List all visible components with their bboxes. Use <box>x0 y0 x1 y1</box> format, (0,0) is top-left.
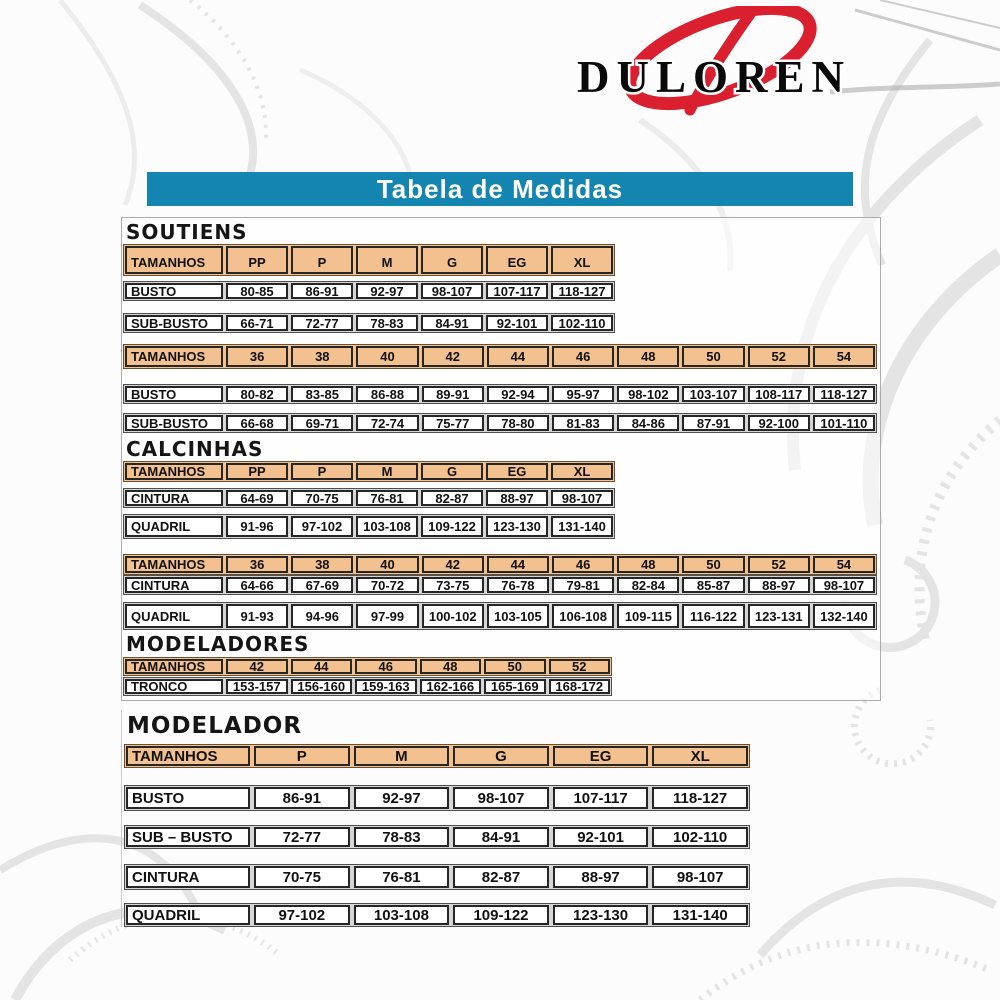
range-value-cell: 70-75 <box>254 866 350 888</box>
range-value-cell: 76-81 <box>354 866 450 888</box>
measurement-row <box>123 677 612 696</box>
measurement-row <box>123 488 615 508</box>
size-header-cell: 42 <box>226 659 288 674</box>
range-value-cell: 103-105 <box>487 604 549 628</box>
size-header-cell: P <box>291 463 353 480</box>
range-value-cell: 88-97 <box>553 866 649 888</box>
range-value-cell: 159-163 <box>355 679 417 694</box>
measurement-label-cell: BUSTO <box>125 386 223 402</box>
range-value-cell: 82-84 <box>617 577 679 593</box>
range-value-cell: 66-71 <box>226 315 288 331</box>
table-title-bar <box>147 172 853 206</box>
measurement-label-cell: QUADRIL <box>126 905 250 925</box>
range-value-cell: 81-83 <box>552 415 614 431</box>
size-header-cell: XL <box>551 463 613 480</box>
size-header-cell: 46 <box>355 659 417 674</box>
measurement-row <box>123 575 877 595</box>
range-value-cell: 153-157 <box>226 679 288 694</box>
sizes-header-row <box>123 657 612 676</box>
range-value-cell: 94-96 <box>291 604 353 628</box>
size-header-cell: 46 <box>552 346 614 367</box>
sizes-header-row <box>123 244 615 276</box>
measurement-row <box>123 281 615 301</box>
range-value-cell: 80-82 <box>226 386 288 402</box>
measurement-label-cell: SUB – BUSTO <box>126 827 250 847</box>
range-value-cell: 116-122 <box>682 604 744 628</box>
size-header-cell: 46 <box>552 556 614 573</box>
size-header-cell: 42 <box>422 346 484 367</box>
size-header-cell: 54 <box>813 556 875 573</box>
range-value-cell: 86-91 <box>291 283 353 299</box>
range-value-cell: 84-91 <box>421 315 483 331</box>
range-value-cell: 97-102 <box>254 905 350 925</box>
range-value-cell: 78-83 <box>354 827 450 847</box>
sizes-header-row <box>124 744 750 768</box>
section-modelador <box>121 710 753 927</box>
size-header-cell: EG <box>553 746 649 766</box>
measurement-label-cell: QUADRIL <box>125 604 223 628</box>
section-heading-calcinhas: CALCINHAS <box>126 437 264 461</box>
size-header-cell: P <box>254 746 350 766</box>
range-value-cell: 92-97 <box>356 283 418 299</box>
range-value-cell: 131-140 <box>652 905 748 925</box>
range-value-cell: 79-81 <box>552 577 614 593</box>
range-value-cell: 101-110 <box>813 415 875 431</box>
range-value-cell: 103-108 <box>354 905 450 925</box>
range-value-cell: 98-102 <box>617 386 679 402</box>
range-value-cell: 123-130 <box>486 516 548 537</box>
size-header-cell: M <box>356 463 418 480</box>
range-value-cell: 80-85 <box>226 283 288 299</box>
measurement-row <box>123 514 615 539</box>
range-value-cell: 103-108 <box>356 516 418 537</box>
size-header-cell: 54 <box>813 346 875 367</box>
sizes-header-label-cell: TAMANHOS <box>125 556 223 573</box>
size-header-cell: 44 <box>487 346 549 367</box>
range-value-cell: 87-91 <box>682 415 744 431</box>
section-heading-modelador: MODELADOR <box>127 713 303 739</box>
range-value-cell: 67-69 <box>291 577 353 593</box>
size-header-cell: 50 <box>682 346 744 367</box>
size-header-cell: 52 <box>549 659 611 674</box>
size-header-cell: XL <box>551 246 613 274</box>
measurement-row <box>123 413 877 433</box>
range-value-cell: 88-97 <box>748 577 810 593</box>
logo-text: DULOREN <box>576 52 852 102</box>
range-value-cell: 123-130 <box>553 905 649 925</box>
measurement-label-cell: SUB-BUSTO <box>125 315 223 331</box>
size-header-cell: 48 <box>617 556 679 573</box>
measurement-row <box>124 864 750 890</box>
range-value-cell: 86-88 <box>356 386 418 402</box>
size-header-cell: 44 <box>487 556 549 573</box>
range-value-cell: 98-107 <box>453 787 549 809</box>
range-value-cell: 72-74 <box>356 415 418 431</box>
range-value-cell: 102-110 <box>551 315 613 331</box>
section-heading-soutiens: SOUTIENS <box>126 220 248 244</box>
range-value-cell: 92-101 <box>486 315 548 331</box>
range-value-cell: 100-102 <box>422 604 484 628</box>
range-value-cell: 109-122 <box>421 516 483 537</box>
range-value-cell: 98-107 <box>421 283 483 299</box>
range-value-cell: 89-91 <box>422 386 484 402</box>
range-value-cell: 118-127 <box>813 386 875 402</box>
range-value-cell: 168-172 <box>549 679 611 694</box>
range-value-cell: 76-81 <box>356 490 418 506</box>
size-header-cell: 40 <box>356 346 418 367</box>
range-value-cell: 162-166 <box>420 679 482 694</box>
size-header-cell: EG <box>486 246 548 274</box>
size-header-cell: 42 <box>422 556 484 573</box>
section-soutiens <box>123 219 879 433</box>
range-value-cell: 165-169 <box>484 679 546 694</box>
range-value-cell: 85-87 <box>682 577 744 593</box>
size-header-cell: M <box>354 746 450 766</box>
range-value-cell: 109-115 <box>617 604 679 628</box>
size-header-cell: 44 <box>291 659 353 674</box>
range-value-cell: 82-87 <box>453 866 549 888</box>
measurement-row <box>123 384 877 404</box>
section-heading-modeladores: MODELADORES <box>126 632 310 656</box>
sizes-header-label-cell: TAMANHOS <box>125 346 223 367</box>
size-header-cell: 38 <box>291 346 353 367</box>
range-value-cell: 108-117 <box>748 386 810 402</box>
size-header-cell: 36 <box>226 346 288 367</box>
measurement-label-cell: CINTURA <box>125 490 223 506</box>
size-header-cell: PP <box>226 246 288 274</box>
range-value-cell: 72-77 <box>291 315 353 331</box>
range-value-cell: 123-131 <box>748 604 810 628</box>
range-value-cell: 156-160 <box>291 679 353 694</box>
range-value-cell: 97-102 <box>291 516 353 537</box>
range-value-cell: 64-66 <box>226 577 288 593</box>
measurement-label-cell: BUSTO <box>126 787 250 809</box>
range-value-cell: 82-87 <box>421 490 483 506</box>
range-value-cell: 91-93 <box>226 604 288 628</box>
range-value-cell: 98-107 <box>813 577 875 593</box>
size-header-cell: EG <box>486 463 548 480</box>
measurement-row <box>123 313 615 333</box>
range-value-cell: 106-108 <box>552 604 614 628</box>
range-value-cell: 102-110 <box>652 827 748 847</box>
measurement-label-cell: QUADRIL <box>125 516 223 537</box>
sizes-header-label-cell: TAMANHOS <box>125 246 223 274</box>
range-value-cell: 76-78 <box>487 577 549 593</box>
range-value-cell: 72-77 <box>254 827 350 847</box>
sizes-header-row <box>123 554 877 575</box>
logo-swoosh-icon <box>548 6 880 118</box>
range-value-cell: 109-122 <box>453 905 549 925</box>
measurement-label-cell: CINTURA <box>125 577 223 593</box>
size-header-cell: 48 <box>617 346 679 367</box>
range-value-cell: 97-99 <box>356 604 418 628</box>
size-header-cell: 52 <box>748 346 810 367</box>
range-value-cell: 132-140 <box>813 604 875 628</box>
size-header-cell: 38 <box>291 556 353 573</box>
range-value-cell: 107-117 <box>486 283 548 299</box>
range-value-cell: 88-97 <box>486 490 548 506</box>
range-value-cell: 107-117 <box>553 787 649 809</box>
range-value-cell: 98-107 <box>551 490 613 506</box>
sizes-header-row <box>123 344 877 369</box>
range-value-cell: 131-140 <box>551 516 613 537</box>
range-value-cell: 75-77 <box>422 415 484 431</box>
range-value-cell: 118-127 <box>652 787 748 809</box>
size-header-cell: 48 <box>420 659 482 674</box>
measurement-label-cell: SUB-BUSTO <box>125 415 223 431</box>
size-header-cell: G <box>421 246 483 274</box>
measurements-panel <box>121 217 881 701</box>
range-value-cell: 91-96 <box>226 516 288 537</box>
sizes-header-row <box>123 461 615 482</box>
size-header-cell: PP <box>226 463 288 480</box>
sizes-header-label-cell: TAMANHOS <box>126 746 250 766</box>
range-value-cell: 73-75 <box>422 577 484 593</box>
size-header-cell: 50 <box>484 659 546 674</box>
range-value-cell: 84-86 <box>617 415 679 431</box>
range-value-cell: 118-127 <box>551 283 613 299</box>
size-header-cell: G <box>453 746 549 766</box>
section-calcinhas <box>123 438 879 630</box>
range-value-cell: 84-91 <box>453 827 549 847</box>
range-value-cell: 70-72 <box>356 577 418 593</box>
size-header-cell: P <box>291 246 353 274</box>
sizes-header-label-cell: TAMANHOS <box>125 463 223 480</box>
range-value-cell: 70-75 <box>291 490 353 506</box>
measurement-row <box>124 785 750 811</box>
measurement-label-cell: BUSTO <box>125 283 223 299</box>
size-header-cell: 52 <box>748 556 810 573</box>
measurement-label-cell: TRONCO <box>125 679 223 694</box>
brand-logo <box>548 6 880 118</box>
range-value-cell: 103-107 <box>682 386 744 402</box>
range-value-cell: 78-80 <box>487 415 549 431</box>
range-value-cell: 66-68 <box>226 415 288 431</box>
range-value-cell: 92-100 <box>748 415 810 431</box>
measurement-label-cell: CINTURA <box>126 866 250 888</box>
size-header-cell: XL <box>652 746 748 766</box>
range-value-cell: 83-85 <box>291 386 353 402</box>
size-header-cell: M <box>356 246 418 274</box>
range-value-cell: 92-94 <box>487 386 549 402</box>
size-header-cell: 50 <box>682 556 744 573</box>
size-header-cell: 36 <box>226 556 288 573</box>
measurement-row <box>123 602 877 630</box>
range-value-cell: 64-69 <box>226 490 288 506</box>
range-value-cell: 78-83 <box>356 315 418 331</box>
range-value-cell: 86-91 <box>254 787 350 809</box>
range-value-cell: 69-71 <box>291 415 353 431</box>
range-value-cell: 98-107 <box>652 866 748 888</box>
range-value-cell: 92-97 <box>354 787 450 809</box>
section-modeladores <box>123 631 879 696</box>
range-value-cell: 92-101 <box>553 827 649 847</box>
range-value-cell: 95-97 <box>552 386 614 402</box>
measurement-row <box>124 825 750 849</box>
sizes-header-label-cell: TAMANHOS <box>125 659 223 674</box>
page-title: Tabela de Medidas <box>376 173 624 204</box>
size-header-cell: G <box>421 463 483 480</box>
size-header-cell: 40 <box>356 556 418 573</box>
measurement-row <box>124 903 750 927</box>
